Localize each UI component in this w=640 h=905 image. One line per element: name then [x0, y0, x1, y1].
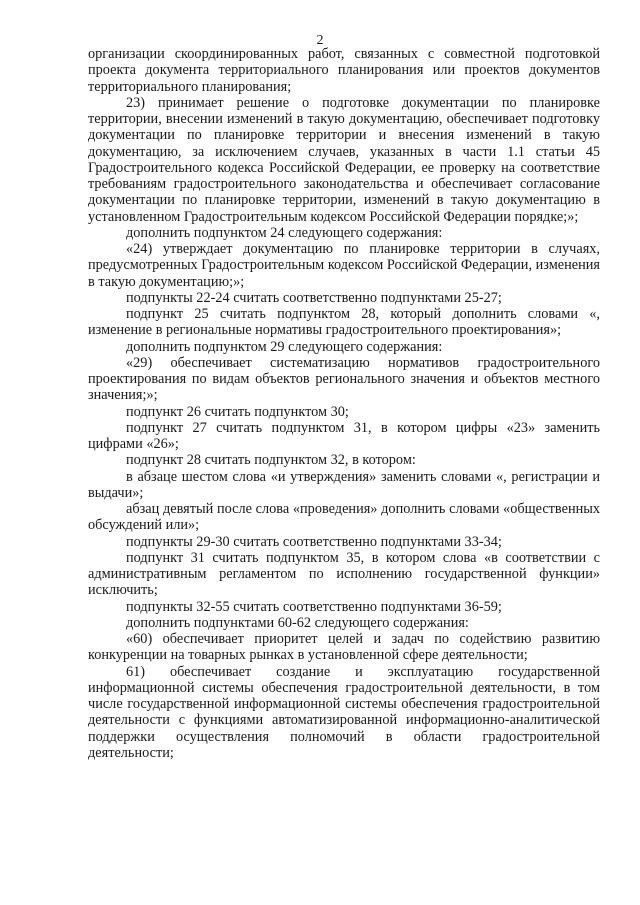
paragraph: подпункты 32-55 считать соответственно подпунктами 36-59; — [126, 598, 502, 615]
paragraph: подпункт 25 считать подпунктом 28, который дополнить словами «, изменение в региональные нормативы градостроительного проектирования»; — [88, 306, 600, 339]
paragraph: организации скоординированных работ, связанных с совместной подготовкой проекта документа территориального планирования или проектов документов территориального планирования; — [88, 46, 600, 95]
paragraph: подпункт 27 считать подпунктом 31, в котором цифры «23» заменить цифрами «26»; — [88, 419, 600, 452]
paragraph: подпункты 29-30 считать соответственно подпунктами 33-34; — [126, 533, 502, 550]
page-number: 2 — [316, 33, 324, 48]
paragraph: дополнить подпунктами 60-62 следующего содержания: — [126, 614, 469, 631]
paragraph: «24) утверждает документацию по планировке территории в случаях, предусмотренных Градостроительным кодексом Российской Федерации, изменения в такую документацию;»; — [88, 241, 600, 290]
paragraph: подпункт 31 считать подпунктом 35, в котором слова «в соответствии с административным регламентом по исполнению государственной функции» исключить; — [88, 549, 600, 599]
paragraph: дополнить подпунктом 29 следующего содержания: — [126, 338, 443, 355]
paragraph: подпункты 22-24 считать соответственно подпунктами 25-27; — [126, 289, 502, 306]
paragraph: абзац девятый после слова «проведения» дополнить словами «общественных обсуждений или»; — [88, 501, 600, 534]
paragraph: «29) обеспечивает систематизацию нормативов градостроительного проектирования по видам объектов регионального значения и объектов местного значения;»; — [88, 354, 600, 404]
paragraph: дополнить подпунктом 24 следующего содержания: — [126, 224, 443, 241]
paragraph: подпункт 26 считать подпунктом 30; — [126, 403, 349, 420]
document-body — [88, 46, 600, 761]
paragraph: 23) принимает решение о подготовке документации по планировке территории, внесении изменений в такую документацию, обеспечивает подготовку документации по планировке территории и внесения изменений в такую документацию, за исключением случаев, указанных в части 1.1 статьи 45 Градостроительного кодекса Российской Федерации, ее проверку на соответствие требованиям градостроительного законодательства и обеспечивает согласование документации по планировке территории, изменений в такую документацию в установленном Градостроительным кодексом Российской Федерации порядке;»; — [88, 94, 600, 225]
paragraph: подпункт 28 считать подпунктом 32, в котором: — [126, 452, 416, 469]
paragraph: 61) обеспечивает создание и эксплуатацию государственной информационной системы обеспечения градостроительной деятельности, в том числе государственной информационной системы обеспечения градостроительной деятельности с функциями автоматизированной информационно-аналитической поддержки осуществления полномочий в области градостроительной деятельности; — [88, 663, 600, 761]
paragraph: в абзаце шестом слова «и утверждения» заменить словами «, регистрации и выдачи»; — [88, 468, 600, 501]
paragraph: «60) обеспечивает приоритет целей и задач по содействию развитию конкуренции на товарных рынках в установленной сфере деятельности; — [88, 631, 600, 664]
